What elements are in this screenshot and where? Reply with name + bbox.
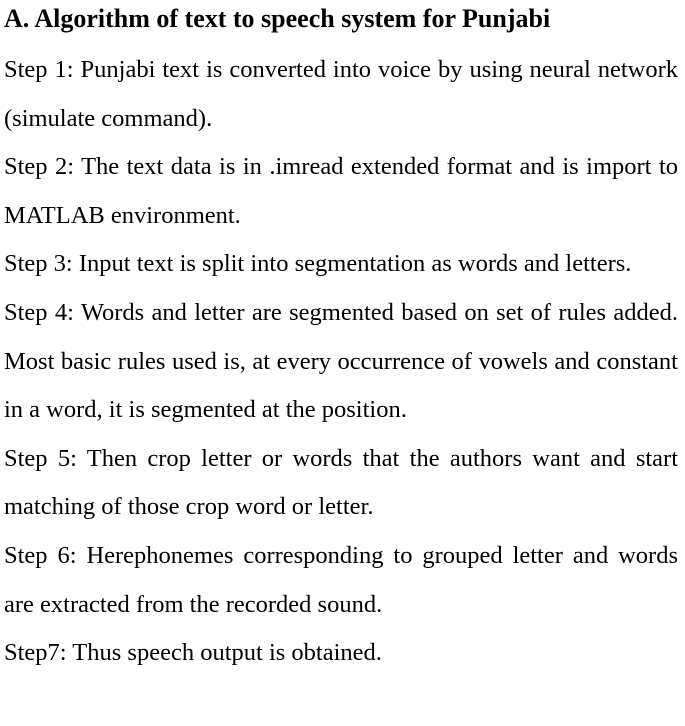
step-7: Step7: Thus speech output is obtained. xyxy=(4,639,382,667)
step-3: Step 3: Input text is split into segmentation as words and letters. xyxy=(4,250,632,278)
document-page xyxy=(4,0,678,678)
step-6: Step 6: Herephonemes corresponding to grouped letter and words are extracted from the recorded sound. xyxy=(4,541,678,618)
step-2: Step 2: The text data is in .imread extended format and is import to MATLAB environment. xyxy=(4,153,678,229)
step-5: Step 5: Then crop letter or words that the authors want and start matching of those crop word or letter. xyxy=(4,444,678,521)
algorithm-steps xyxy=(4,46,678,678)
step-4: Step 4: Words and letter are segmented based on set of rules added. Most basic rules used is, at every occurrence of vowels and constant in a word, it is segmented at the position. xyxy=(4,298,678,424)
section-heading: A. Algorithm of text to speech system for Punjabi xyxy=(4,4,551,33)
step-1: Step 1: Punjabi text is converted into voice by using neural network (simulate command). xyxy=(4,56,678,132)
